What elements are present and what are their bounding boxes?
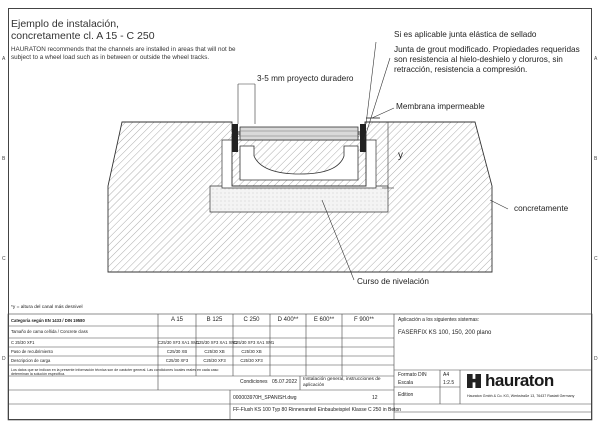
row2-b125: C25/30 XB <box>204 349 225 354</box>
frame-letter-right-b: B <box>594 156 598 162</box>
conditions-text: Instalación general, instrucciones de aplicación <box>303 377 381 388</box>
row3-c250: C25/30 XF3 <box>240 358 263 363</box>
sealing-joint-callout: Si es aplicable junta elástica de sellado <box>394 30 537 39</box>
file-name: 000003970H_SPANISH.dwg <box>233 395 297 401</box>
row1-label: C 25/30 XF1 <box>11 340 35 345</box>
company-address: Hauraton Gmbh & Co. KG, Werkstraße 13, 76437 Rastatt Germany <box>467 394 575 398</box>
bedding-label: Tamaño de cama ceñida / Concrete class <box>11 329 88 334</box>
format-value: A4 <box>443 372 450 378</box>
scale-value: 1:2.5 <box>443 380 455 386</box>
edition-label: Edition <box>398 392 414 398</box>
frame-letter-right-c: C <box>594 256 598 262</box>
conditions-date: 05.07.2022 <box>272 379 298 385</box>
class-a15: A 15 <box>170 317 183 323</box>
row3-b125: C25/30 XF3 <box>203 358 226 363</box>
class-f900: F 900** <box>353 317 374 323</box>
conditions-label: Condiciones <box>240 379 268 385</box>
standard-label: Categoría según EN 1433 / DIN 19580 <box>11 318 85 323</box>
class-e600: E 600** <box>313 317 335 323</box>
row3-label: Descripcion de carga <box>11 358 51 363</box>
frame-letter-left-d: D <box>2 356 6 362</box>
grout-callout: Junta de grout modificado. Propiedades requeridas son resistencia al hielo-deshielo y cloruros, sin retracción, resistencia a compresión. <box>394 45 580 74</box>
frame-letter-right-a: A <box>594 56 598 62</box>
spacing-callout: 3-5 mm proyecto duradero <box>257 74 354 83</box>
row2-c250: C25/30 XB <box>241 349 262 354</box>
scale-label: Escala <box>398 380 414 386</box>
drawing-title-line1: Ejemplo de instalación, <box>11 18 119 30</box>
class-d400: D 400** <box>277 317 299 323</box>
leveling-callout: Curso de nivelación <box>357 277 429 286</box>
format-label: Formato DIN <box>398 372 427 378</box>
row2-label: Paso de recubrimiento <box>11 349 53 354</box>
concrete-callout: concretamente <box>514 204 569 213</box>
row1-a15: C25/30 XF3 XA1 XM1 <box>158 340 200 345</box>
dimension-y-label: y <box>398 150 403 161</box>
recommendation-note: HAURATON recommends that the channels are installed in areas that will not be subject to a wheel load such as in between or outside the wheel tracks. <box>11 46 236 61</box>
row2-a15: C25/30 XB <box>166 349 188 354</box>
application-title: Aplicación a los siguientes sistemas: <box>398 317 480 323</box>
row1-b125: C25/30 XF3 XA1 XM1 <box>196 340 238 345</box>
logo-mark-icon <box>467 374 481 388</box>
company-name: hauraton <box>485 371 554 390</box>
footnote: *y = altura del canal más desnivel <box>11 305 83 310</box>
class-c250: C 250 <box>243 317 260 323</box>
drawing-title-line2: concretamente cl. A 15 - C 250 <box>11 30 155 42</box>
frame-letter-left-c: C <box>2 256 6 262</box>
drawing-description: FF-Flush KS 100 Typ 80 Rinnenanteil Einbaubeispiel Klasse C 250 in Beton <box>233 407 402 413</box>
class-b125: B 125 <box>206 317 223 323</box>
application-value: FASERFIX KS 100, 150, 200 plano <box>398 330 492 336</box>
frame-letter-right-d: D <box>594 356 598 362</box>
frame-letter-left-b: B <box>2 156 6 162</box>
company-logo <box>467 372 587 392</box>
row3-a15: C25/30 XF3 <box>165 358 189 363</box>
frame-letter-left-a: A <box>2 56 6 62</box>
page-number: 12 <box>372 395 378 401</box>
row1-c250: C25/30 XF3 XA1 XM1 <box>233 340 275 345</box>
disclaimer: Los datos que se indican en la presente información técnica son de carácter general. Las condiciones locales reales en cada caso determinan la solución específica. <box>11 368 219 377</box>
membrane-callout: Membrana impermeable <box>396 102 485 111</box>
